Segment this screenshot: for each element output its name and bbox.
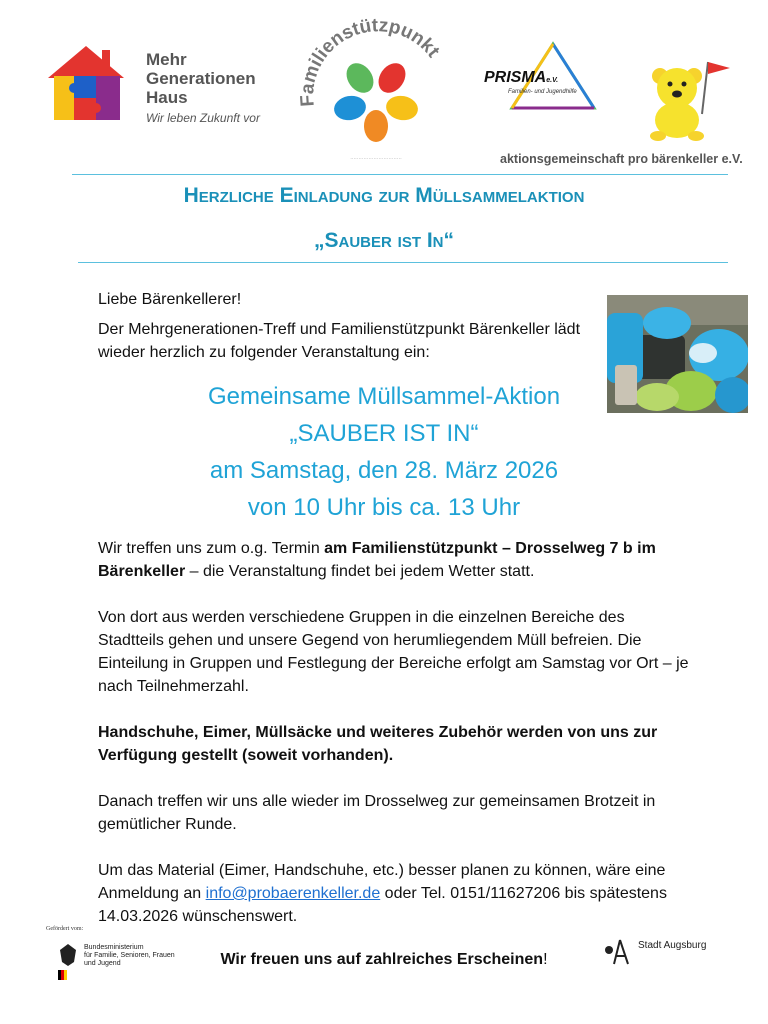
mgh-line2: Generationen: [146, 69, 256, 88]
intro-text: Der Mehrgenerationen-Treff und Familienstützpunkt Bärenkeller lädt wieder herzlich zu folgender Veranstaltung ein:: [98, 321, 581, 361]
paragraph-brotzeit: Danach treffen wir uns alle wieder im Drosselweg zur gemeinsamen Brotzeit in gemütlicher Runde.: [98, 793, 656, 833]
event-time: von 10 Uhr bis ca. 13 Uhr: [247, 494, 521, 521]
greeting: Liebe Bärenkellerer!: [98, 291, 242, 308]
event-motto: „SAUBER IST IN“: [289, 420, 479, 447]
prisma-name: [484, 69, 558, 87]
bear-logo-icon: [650, 58, 736, 142]
title-bottom-rule: [78, 262, 728, 263]
svg-text:······························: ·······························: [350, 156, 402, 162]
page-title: Herzliche Einladung zur Müllsammelaktion: [183, 184, 585, 207]
prisma-ev: e.V.: [546, 77, 559, 84]
paragraph-registration: [98, 859, 698, 928]
familienstuetzpunkt-logo-icon: [296, 14, 456, 166]
closing-mark: !: [543, 951, 548, 968]
page-subtitle: „Sauber ist In“: [313, 229, 454, 252]
mehrgenerationenhaus-logo-icon: [44, 42, 130, 124]
registration-pre: Um das Material (Eimer, Handschuhe, etc.) besser planen zu können, wäre eine Anmeldung an: [98, 862, 666, 902]
prisma-name-text: PRISMA: [484, 69, 547, 86]
mgh-line1: Mehr: [146, 50, 187, 69]
mgh-logo-text: [146, 50, 260, 128]
ministry-line2: für Familie, Senioren, Frauen: [84, 952, 175, 959]
event-block: [0, 378, 768, 526]
prisma-subtitle: Familien- und Jugendhilfe: [508, 89, 577, 95]
ministry-line1: Bundesministerium: [84, 944, 144, 951]
meeting-pre: Wir treffen uns zum o.g. Termin: [98, 540, 325, 557]
closing-text: Wir freuen uns auf zahlreiches Erscheinen: [220, 951, 544, 968]
stadt-augsburg-logo-icon: [602, 938, 632, 966]
event-date: am Samstag, den 28. März 2026: [209, 457, 559, 484]
paragraph-meeting-point: [98, 537, 688, 583]
aktionsgemeinschaft-label: aktionsgemeinschaft pro bärenkeller e.V.: [500, 152, 743, 166]
stadt-augsburg-label: Stadt Augsburg: [638, 940, 707, 951]
email-link[interactable]: info@probaerenkeller.de: [205, 885, 381, 902]
gefoerdert-label: Gefördert vom:: [46, 926, 84, 932]
meeting-location: am Familienstützpunkt – Drosselweg 7 b im Bärenkeller: [98, 540, 656, 580]
paragraph-equipment: [98, 721, 698, 767]
mgh-line3: Haus: [146, 88, 188, 107]
equipment-text: Handschuhe, Eimer, Müllsäcke und weiteres Zubehör werden von uns zur Verfügung gestellt (soweit vorhanden).: [98, 724, 658, 764]
ministry-line3: und Jugend: [84, 960, 121, 967]
familienstuetzpunkt-label: Familienstützpunkt: [297, 15, 444, 108]
mgh-tagline: Wir leben Zukunft vor: [146, 111, 260, 125]
registration-post: oder Tel. 0151/11627206 bis spätestens 14.03.2026 wünschenswert.: [98, 885, 667, 925]
paragraph-groups: Von dort aus werden verschiedene Gruppen in die einzelnen Bereiche des Stadtteils gehen und unsere Gegend von herumliegendem Müll befreien. Die Einteilung in Gruppen und Festlegung der Bereiche erfolgt am Samstag vor Ort – je nach Teilnehmerzahl.: [98, 609, 689, 695]
title-top-rule: [72, 174, 728, 175]
svg-text:Familienstützpunkt: [297, 15, 444, 107]
closing-line: [0, 951, 768, 969]
event-name: Gemeinsame Müllsammel-Aktion: [207, 383, 561, 410]
meeting-post: – die Veranstaltung findet bei jedem Wetter statt.: [185, 563, 535, 580]
